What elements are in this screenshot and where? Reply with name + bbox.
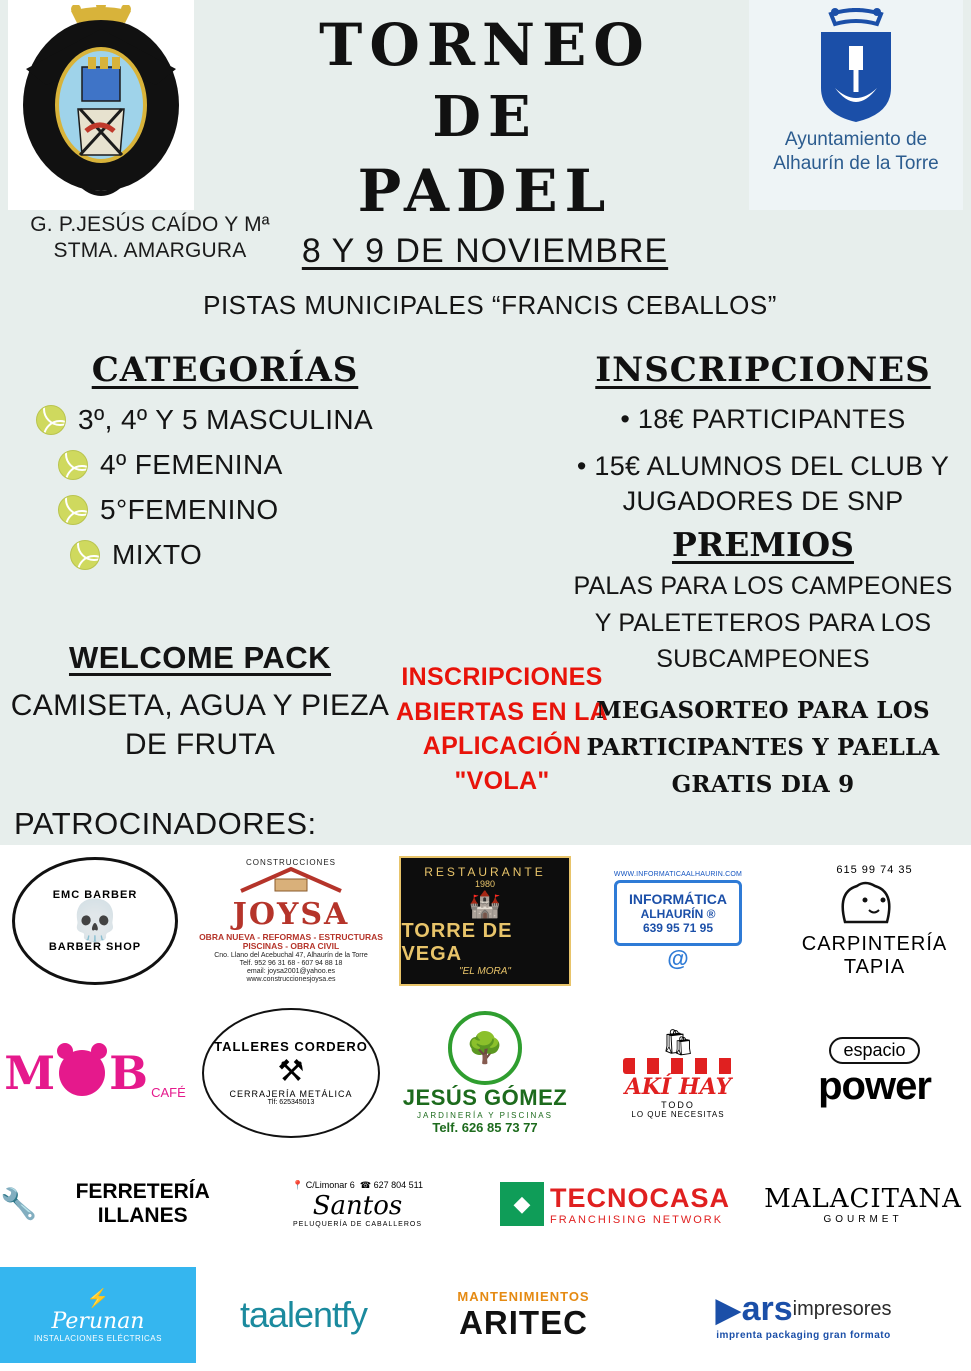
espacio-label: espacio bbox=[829, 1037, 919, 1064]
prizes-text: PALAS PARA LOS CAMPEONES Y PALETETEROS PARA LOS SUBCAMPEONES bbox=[573, 572, 953, 673]
jesus-gomez-logo bbox=[403, 1011, 567, 1135]
sponsor-talleres-cordero[interactable] bbox=[190, 997, 392, 1149]
joysa-line-5: email: joysa2001@yahoo.es bbox=[246, 968, 336, 976]
tennis-ball-icon bbox=[70, 540, 100, 570]
crest-icon bbox=[16, 5, 186, 205]
talleres-cordero-logo bbox=[202, 1008, 381, 1139]
aki-hay-logo bbox=[623, 1027, 733, 1119]
informatica-name-1: INFORMÁTICA bbox=[629, 890, 727, 907]
sponsors-grid bbox=[0, 845, 971, 1371]
tools-icon: 🔧 bbox=[0, 1187, 38, 1221]
ayuntamiento-logo bbox=[749, 0, 963, 210]
santos-name: Santos bbox=[312, 1191, 403, 1221]
brotherhood-crest bbox=[8, 0, 194, 210]
tennis-ball-icon bbox=[36, 405, 66, 435]
aki-hay-sub-2: LO QUE NECESITAS bbox=[631, 1110, 725, 1119]
ars-triangle-icon: ▶ bbox=[715, 1290, 742, 1329]
torre-de-vega-logo bbox=[399, 856, 570, 987]
sponsors-heading: PATROCINADORES: bbox=[14, 806, 317, 841]
ars-impresores-logo bbox=[715, 1290, 891, 1341]
sponsor-perunan[interactable] bbox=[0, 1259, 196, 1371]
espacio-power-logo bbox=[818, 1037, 931, 1109]
perunan-sub: INSTALACIONES ELÉCTRICAS bbox=[34, 1333, 162, 1343]
tdv-name: TORRE DE VEGA bbox=[401, 920, 513, 965]
jesus-gomez-name: JESÚS GÓMEZ bbox=[402, 1085, 568, 1110]
tdv-line-1: RESTAURANTE bbox=[424, 865, 546, 879]
gardener-icon: 🌳 bbox=[448, 1011, 522, 1085]
skull-icon: 💀 bbox=[70, 899, 120, 943]
page-title bbox=[230, 8, 740, 228]
event-venue: PISTAS MUNICIPALES “FRANCIS CEBALLOS” bbox=[203, 290, 777, 320]
joysa-line-4: Telf. 952 96 31 68 - 607 94 88 18 bbox=[239, 960, 343, 968]
tecnocasa-logo bbox=[500, 1182, 730, 1226]
house-icon bbox=[231, 867, 351, 893]
tecnocasa-name: TECNOCASA bbox=[549, 1182, 730, 1213]
ars-sub-2: imprenta packaging gran formato bbox=[716, 1329, 891, 1341]
sponsor-tecnocasa[interactable] bbox=[475, 1149, 755, 1259]
inscriptions-section bbox=[563, 350, 963, 803]
mob-cafe-sub: CAFÉ bbox=[151, 1085, 186, 1100]
category-label: 4º FEMENINA bbox=[100, 449, 283, 480]
categories-list bbox=[10, 404, 440, 571]
tecnocasa-sub: FRANCHISING NETWORK bbox=[549, 1213, 724, 1226]
joysa-line-6: www.construccionesjoysa.es bbox=[246, 976, 336, 984]
joysa-logo bbox=[199, 858, 383, 985]
sponsor-informatica-alhaurin[interactable] bbox=[578, 845, 778, 997]
bear-icon bbox=[59, 1050, 105, 1096]
sponsor-ferreteria-illanes[interactable] bbox=[0, 1149, 240, 1259]
event-dates: 8 Y 9 DE NOVIEMBRE bbox=[301, 232, 669, 270]
joysa-brand: JOYSA bbox=[232, 897, 350, 933]
welcome-pack-text: CAMISETA, AGUA Y PIEZA DE FRUTA bbox=[10, 689, 390, 761]
sponsor-malacitana[interactable] bbox=[755, 1149, 971, 1259]
sponsor-carpinteria-tapia[interactable] bbox=[778, 845, 971, 997]
pin-icon: 📍 bbox=[292, 1180, 304, 1190]
welcome-pack-heading: WELCOME PACK bbox=[68, 640, 332, 675]
aki-hay-sub-1: TODO bbox=[661, 1100, 695, 1110]
malacitana-name: MALACITANA bbox=[764, 1183, 962, 1214]
tower-icon: 🏰 bbox=[468, 889, 502, 919]
category-label: 5°FEMENINO bbox=[100, 494, 279, 525]
sponsor-mob-cafe[interactable] bbox=[0, 997, 190, 1149]
tdv-subtitle: "EL MORA" bbox=[459, 966, 511, 977]
lightning-icon: ⚡ bbox=[86, 1287, 110, 1308]
categories-heading: CATEGORÍAS bbox=[91, 350, 359, 390]
inscriptions-fee-2: • 15€ ALUMNOS DEL CLUB Y JUGADORES DE SNP bbox=[576, 451, 950, 517]
joysa-line-1: OBRA NUEVA - REFORMAS - ESTRUCTURAS bbox=[199, 931, 383, 942]
category-label: 3º, 4º Y 5 MASCULINA bbox=[78, 404, 374, 435]
vola-line-1: INSCRIPCIONES bbox=[401, 663, 603, 691]
ferreteria-illanes-logo bbox=[0, 1180, 240, 1228]
perunan-name: Perunan bbox=[51, 1308, 145, 1334]
sponsor-jesus-gomez[interactable] bbox=[392, 997, 578, 1149]
inscriptions-fee-1: • 18€ PARTICIPANTES bbox=[620, 404, 906, 434]
sponsor-joysa[interactable] bbox=[190, 845, 392, 997]
sponsor-espacio-power[interactable] bbox=[778, 997, 971, 1149]
phone-icon: ☎ bbox=[359, 1180, 372, 1190]
sponsor-emc-barber[interactable] bbox=[0, 845, 190, 997]
ars-sub-1: impresores bbox=[792, 1298, 892, 1320]
emc-barber-bottom: BARBER SHOP bbox=[48, 941, 142, 953]
tapia-phone: 615 99 74 35 bbox=[836, 863, 913, 876]
poster-header bbox=[0, 0, 971, 340]
cordero-sub: CERRAJERÍA METÁLICA bbox=[229, 1089, 353, 1100]
sponsor-torre-de-vega[interactable] bbox=[392, 845, 578, 997]
ars-name: ars bbox=[741, 1290, 793, 1328]
perunan-logo bbox=[0, 1267, 196, 1363]
aritec-name: ARITEC bbox=[459, 1303, 588, 1341]
tennis-ball-icon bbox=[58, 495, 88, 525]
awning-icon bbox=[623, 1058, 733, 1074]
joysa-line-3: Cno. Llano del Acebuchal 47, Alhaurín de la Torre bbox=[214, 952, 368, 960]
informatica-alhaurin-logo bbox=[614, 871, 742, 972]
anvil-icon: ⚒ bbox=[277, 1055, 305, 1089]
joysa-head: CONSTRUCCIONES bbox=[245, 857, 336, 867]
mob-letter-m: M bbox=[4, 1046, 56, 1100]
emc-barber-top: EMC BARBER bbox=[52, 889, 138, 901]
carpinteria-tapia-logo bbox=[778, 864, 971, 979]
taalentfy-name: taalentfy bbox=[239, 1294, 368, 1335]
aritec-logo bbox=[457, 1289, 589, 1342]
list-item bbox=[58, 494, 440, 526]
santos-phone: 627 804 511 bbox=[373, 1180, 423, 1190]
santos-sub: PELUQUERÍA DE CABALLEROS bbox=[292, 1221, 423, 1228]
title-line-2: DE bbox=[432, 84, 538, 151]
malacitana-sub: GOURMET bbox=[823, 1213, 903, 1225]
at-sign-icon: @ bbox=[667, 945, 689, 971]
sponsor-aritec[interactable] bbox=[411, 1259, 636, 1371]
crest-caption: G. P.JESÚS CAÍDO Y Mª STMA. AMARGURA bbox=[30, 213, 270, 263]
town-hall-shield-icon bbox=[801, 8, 911, 124]
sponsor-taalentfy[interactable] bbox=[196, 1259, 411, 1371]
jesus-gomez-sub: JARDINERÍA Y PISCINAS bbox=[417, 1111, 553, 1120]
tennis-ball-icon bbox=[58, 450, 88, 480]
cordero-phone: Tlf: 625345013 bbox=[267, 1099, 315, 1107]
malacitana-logo bbox=[764, 1184, 962, 1225]
cordero-name: TALLERES CORDERO bbox=[214, 1039, 368, 1055]
list-item bbox=[58, 449, 440, 481]
title-line-1: TORNEO bbox=[319, 11, 651, 79]
informatica-phone: 639 95 71 95 bbox=[642, 920, 714, 935]
santos-address bbox=[292, 1180, 423, 1191]
list-item bbox=[70, 539, 440, 571]
santos-addr-text: C/Limonar 6 bbox=[305, 1180, 355, 1190]
list-item bbox=[36, 404, 440, 436]
monitor-icon bbox=[614, 880, 742, 946]
vola-line-2: ABIERTAS EN LA bbox=[395, 697, 609, 726]
shopping-bag-icon: 🛍 bbox=[661, 1027, 695, 1057]
informatica-name-2: ALHAURÍN ® bbox=[640, 906, 716, 921]
category-label: MIXTO bbox=[112, 539, 203, 570]
prizes-heading: PREMIOS bbox=[672, 525, 854, 565]
tapia-name: CARPINTERÍA TAPIA bbox=[801, 932, 948, 978]
joysa-line-2: PISCINAS - OBRA CIVIL bbox=[242, 941, 340, 952]
tdv-year: 1980 bbox=[474, 879, 495, 889]
aritec-top: MANTENIMIENTOS bbox=[457, 1288, 590, 1304]
inscriptions-heading: INSCRIPCIONES bbox=[595, 350, 931, 390]
mob-letter-b: B bbox=[109, 1046, 149, 1100]
sponsor-ars-impresores[interactable] bbox=[636, 1259, 971, 1371]
welcome-pack-section bbox=[0, 640, 400, 764]
jesus-gomez-tel: Telf. 626 85 73 77 bbox=[432, 1120, 538, 1135]
ferreteria-name: FERRETERÍA ILLANES bbox=[75, 1179, 210, 1227]
sponsor-santos[interactable] bbox=[240, 1149, 475, 1259]
sponsor-aki-hay[interactable] bbox=[578, 997, 778, 1149]
raffle-text: MEGASORTEO PARA LOS PARTICIPANTES Y PAELLA GRATIS DIA 9 bbox=[586, 697, 940, 798]
ayuntamiento-label: Ayuntamiento de Alhaurín de la Torre bbox=[773, 129, 939, 174]
dog-icon bbox=[825, 876, 925, 928]
aki-hay-name: AKÍ HAY bbox=[624, 1074, 732, 1100]
informatica-url: WWW.INFORMATICAALHAURIN.COM bbox=[613, 870, 743, 878]
categories-section bbox=[10, 350, 440, 584]
power-label: power bbox=[818, 1064, 931, 1108]
santos-logo bbox=[292, 1180, 423, 1228]
poster-body bbox=[0, 340, 971, 805]
mob-cafe-logo bbox=[4, 1046, 185, 1100]
tecnocasa-diamond-icon: ◆ bbox=[500, 1182, 544, 1226]
vola-line-3: APLICACIÓN "VOLA" bbox=[422, 732, 582, 795]
emc-barber-logo bbox=[12, 857, 178, 985]
title-line-3: PADEL bbox=[357, 156, 613, 225]
